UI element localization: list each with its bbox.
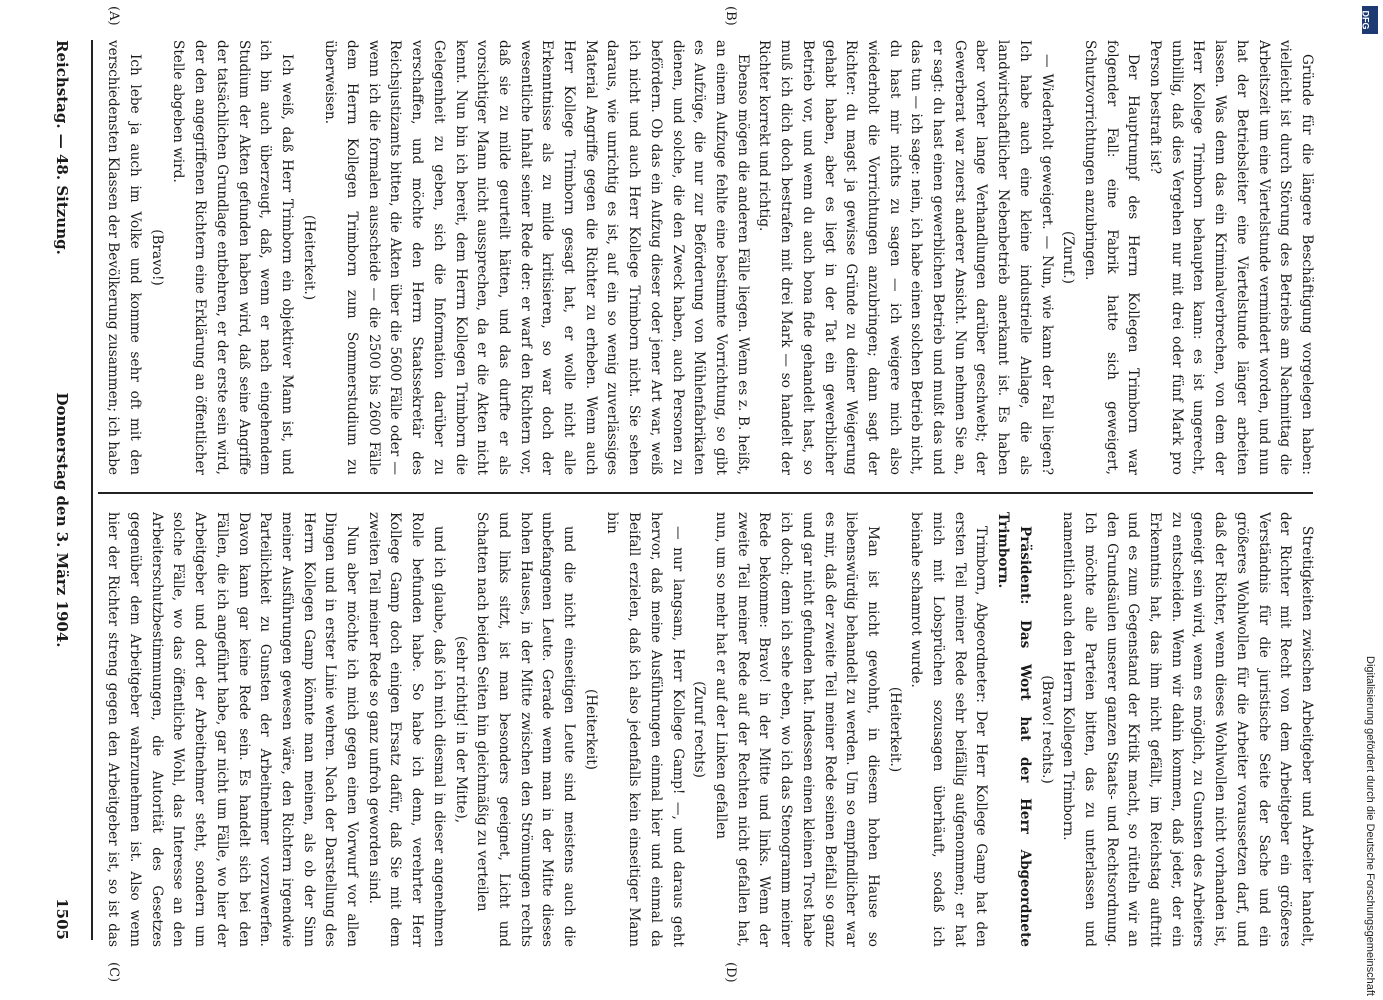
paragraph: Trimborn, Abgeordneter: Der Herr Kollege Gamp hat den ersten Teil meiner Rede sehr beifällig aufgenommen; er hat mich mit Lobsprüchen sozusagen überhäuft, sodaß ich beinahe schamrot wurde. <box>908 512 990 947</box>
paragraph: und ich glaube, daß ich mich diesmal in dieser angenehmen Rolle befunden habe. So habe ich denn, verehrter Herr Kollege Gamp doch einigen Ersatz dafür, daß Sie mit dem zweiten Teil meiner Rede so ganz unfroh geworden sind. <box>365 512 447 947</box>
text-column-left <box>102 40 1317 475</box>
interjection: (Zuruf rechts) <box>691 681 708 778</box>
interjection: (Bravo!) <box>148 229 165 286</box>
page-number: 1505 <box>53 898 71 940</box>
margin-marker-b: (B) <box>723 6 738 26</box>
header-rule <box>91 40 93 940</box>
interjection: (Heiterkeit.) <box>300 214 317 301</box>
interjection: (Bravo! rechts.) <box>1038 675 1055 784</box>
interjection: (Heiterkeit.) <box>886 686 903 773</box>
paragraph: Ich weiß, daß Herr Trimborn ein objektiver Mann ist, und ich bin auch überzeugt, daß, wenn er nach eingehendem Studium der Akten gefunden haben wird, daß seine Angriffe der tatsächlichen Grundlage entbehren, er der erste sein wird, der den angegriffenen Richtern eine Erklärung an öffentlicher Stelle abgeben wird. <box>170 40 295 475</box>
text-column-right <box>102 512 1317 947</box>
paragraph: Gründe für die längere Beschäftigung vorgelegen haben: vielleicht ist durch Störung des Betriebs am Nachmittag die Arbeitszeit um eine Viertelstunde vermindert worden, und nun hat der Betriebsleiter eine Viertelstunde länger arbeiten lassen. Was denn das ein Kriminalverbrechen, von dem der Herr Kollege Trimborn behaupten kann: es ist ungerecht, unbillig, daß dies Vergehen nur mit drei oder fünf Mark pro Person bestraft ist? <box>1147 40 1315 475</box>
paragraph: Ich lebe ja auch im Volke und komme sehr oft mit den verschiedensten Klassen der Bevölkerung zusammen; ich habe <box>105 40 144 475</box>
paragraph: Man ist nicht gewohnt, in diesem hohen Hause so liebenswürdig behandelt zu werden. Um so empfindlicher war es mir, daß der zweite Teil meiner Rede seinen Beifall so ganz und gar nicht gefunden hat. Indessen einen kleinen Trost habe ich doch; denn ich sehe eben, wo ich das Stenogramm meiner Rede bekomme: Bravo! in der Mitte und links. Wenn der zweite Teil meiner Rede auf der Rechten nicht gefallen hat, nun, um so mehr hat er auf der Linken gefallen <box>713 512 881 947</box>
paragraph: Ebenso mögen die anderen Fälle liegen. Wenn es z. B. heißt, an einem Aufzuge fehlte eine bestimmte Vorrichtung, so gibt es Aufzüge, die nur zur Beförderung von Mühlenfabrikaten dienen, und solche, die den Zweck haben, auch Personen zu befördern. Ob das ein Aufzug dieser oder jener Art war, weiß ich nicht und auch Herr Kollege Trimborn nicht. Sie sehen daraus, wie unrichtig es ist, auf ein so wenig zuverlässiges Material Angriffe gegen die Richter zu erheben. Wenn auch Herr Kollege Trimborn gesagt hat, er wolle nicht alle Erkenntnisse als zu milde kritisieren, so war doch der wesentliche Inhalt seiner Rede der: er warf den Richtern vor, daß sie zu milde geurteilt hätten, und das durfte er als vorsichtiger Mann nicht aussprechen, da er die Akten nicht kennt. Nun bin ich bereit, dem Herrn Kollegen Trimborn die Gelegenheit zu geben, sich die Information darüber zu verschaffen, und möchte den Herrn Staatssekretär des Reichsjustizamts bitten, die Akten über die 5600 Fälle oder — wenn ich die formalen ausscheide — die 2500 bis 2600 Fälle dem Herrn Kollegen Trimborn zum Sommerstudium zu überweisen. <box>322 40 751 475</box>
header-date: Donnerstag den 3. März 1904. <box>53 392 71 648</box>
paragraph: Der Hauptrumpf des Herrn Kollegen Trimborn war folgender Fall: eine Fabrik hatte sich geweigert, Schutzvorrichtungen anzubringen. <box>1081 40 1142 475</box>
speaker-paragraph: Präsident: Das Wort hat der Herr Abgeordnete Trimborn. <box>995 512 1033 947</box>
interjection: (Zuruf.) <box>1060 231 1077 284</box>
column-divider <box>98 492 1313 494</box>
header-left: Reichstag. — 48. Sitzung. <box>53 40 71 255</box>
interjection: (sehr richtig! in der Mitte), <box>452 635 469 824</box>
paragraph: Streitigkeiten zwischen Arbeitgeber und Arbeiter handelt, der Richter mit Recht von dem Arbeitgeber ein größeres Verständnis für die juristische Seite der Sache und ein größeres Wohlwollen für die Arbeiter voraussetzen darf, und daß der Richter, wenn dieses Wohlwollen nicht vorhanden ist, geneigt sein wird, wenn es möglich, zu Gunsten des Arbeiters zu entscheiden. Wenn wir dahin kommen, daß jeder, der ein Erkenntnis hat, das ihm nicht gefällt, im Reichstag auftritt und es zum Gegenstand der Kritik macht, so rütteln wir an den Grundsäulen unserer ganzen Staats- und Rechtsordnung. Ich möchte alle Parteien bitten, das zu unterlassen und namentlich auch den Herrn Kollegen Trimborn. <box>1060 512 1315 947</box>
dfg-logo: DFG <box>1362 6 1378 34</box>
margin-marker-c: (C) <box>106 962 121 983</box>
digitization-credit: Digitalisierung gefördert durch die Deutsche Forschungsgemeinschaft <box>1364 656 1376 996</box>
interjection: (Heiterkeit) <box>582 689 599 770</box>
paragraph: — nur langsam, Herr Kollege Gamp! —, und daraus geht hervor, daß meine Ausführungen einmal hier und einmal da Beifall erzielen, daß ich also jedenfalls kein einseitiger Mann bin <box>604 512 686 947</box>
paragraph: Nun aber möchte ich mich gegen einen Vorwurf vor allen Dingen und in erster Linie wehren. Nach der Darstellung des Herrn Kollegen Gamp könnte man meinen, als ob der Sinn meiner Ausführungen gewesen wäre, den Richtern irgendwie Parteilichkeit zu Gunsten der Arbeitnehmer vorzuwerfen. Davon kann gar keine Rede sein. Es handelt sich bei den Fällen, die ich angeführt habe, gar nicht um Fälle, wo hier der Arbeitgeber und dort der Arbeitnehmer steht, sondern um solche Fälle, wo das öffentliche Wohl, das Interesse an den Arbeiterschutzbestimmungen, die Autorität des Gesetzes gegenüber dem Arbeitgeber wahrzunehmen ist. Also wenn hier der Richter streng gegen den Arbeitgeber ist, so ist das <box>105 512 361 947</box>
paragraph: und die nicht einseitigen Leute sind meistens auch die unbefangenen Leute. Gerade wenn man in der Mitte dieses hohen Hauses, in der Mitte zwischen den Strömungen rechts und links sitzt, ist man besonders geeignet, Licht und Schatten nach beiden Seiten hin gleichmäßig zu verteilen <box>474 512 578 947</box>
running-header <box>45 40 85 940</box>
margin-marker-a: (A) <box>106 6 121 26</box>
margin-marker-d: (D) <box>723 962 738 983</box>
paragraph: — Wiederholt geweigert. — Nun, wie kann der Fall liegen? Ich habe auch eine kleine industrielle Anlage, die als landwirtschaftlicher Nebenbetrieb anerkannt ist. Es haben aber vorher lange Verhandlungen darüber geschwebt; der Gewerberat war zuerst anderer Ansicht. Nun nehmen Sie an, er sagt: du hast einen gewerblichen Betrieb und mußt das und das tun — ich sage: nein, ich habe einen solchen Betrieb nicht, du hast mir nichts zu sagen — ich weigere mich also wiederholt die Vorrichtungen anzubringen; dann sagt der Richter: du magst ja gewisse Gründe zu deiner Weigerung gehabt haben, aber es liegt in der Tat ein gewerblicher Betrieb vor, und wenn du auch bona fide gehandelt hast, so muß ich dich doch bestrafen mit drei Mark — so handelt der Richter korrekt und richtig. <box>756 40 1055 475</box>
